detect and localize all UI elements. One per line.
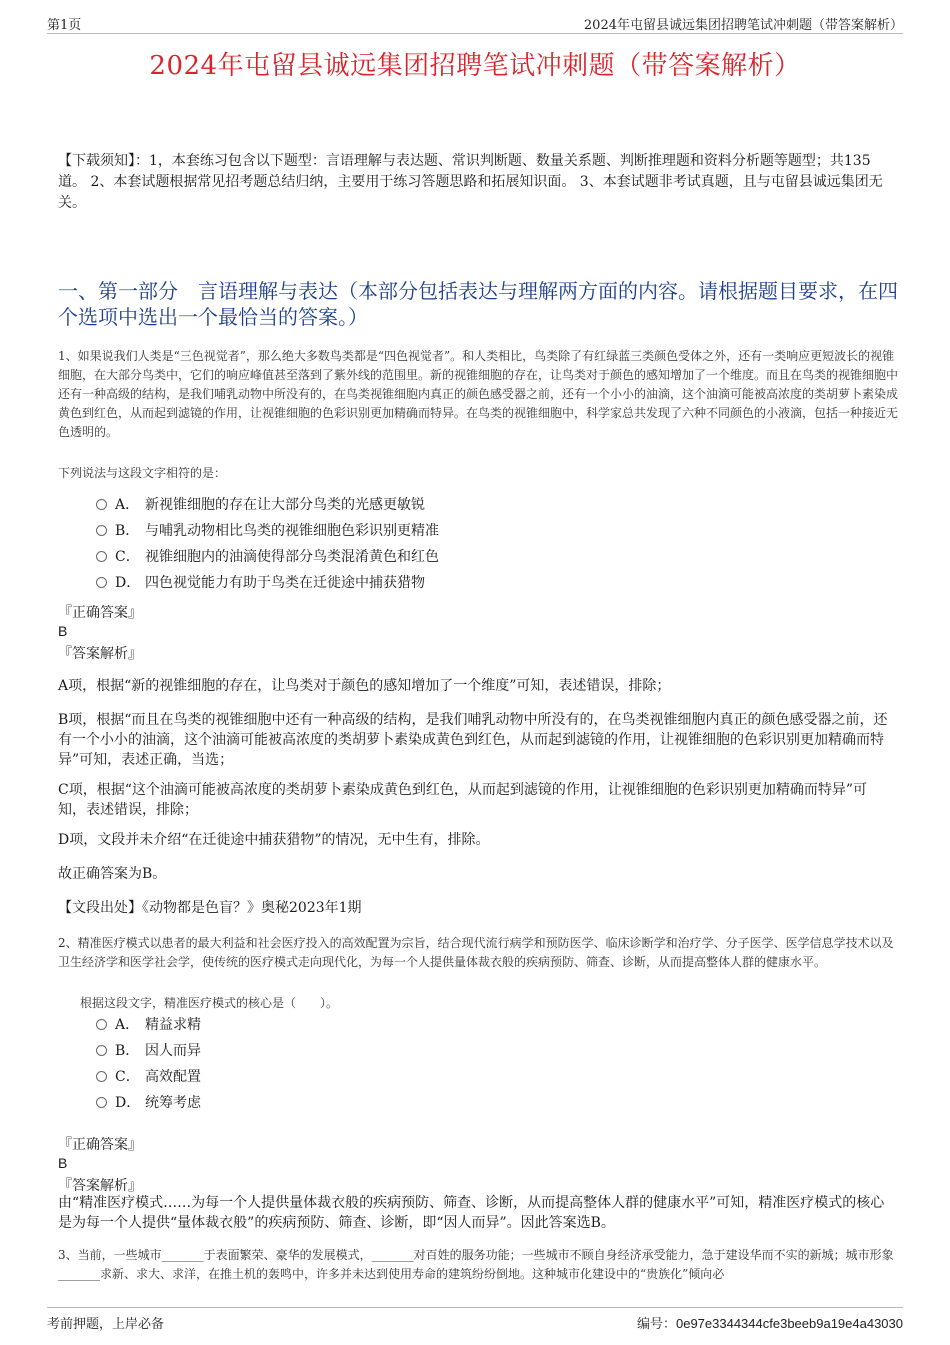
radio-icon[interactable] — [96, 551, 107, 562]
q2-analysis: 由“精准医疗模式……为每一个人提供量体裁衣般的疾病预防、筛查、诊断，从而提高整体人群的健康水平”可知，精准医疗模式的核心是为每一个人提供“量体裁衣般”的疾病预防、筛查、诊断，即“因人而异”。因此答案选B。 — [58, 1195, 885, 1231]
q1-analysis-label: 『答案解析』 — [58, 646, 142, 662]
radio-icon[interactable] — [96, 525, 107, 536]
radio-icon[interactable] — [96, 1045, 107, 1056]
q2-option-b[interactable]: B． 因人而异 — [96, 1040, 201, 1062]
q1-answer: B — [58, 623, 68, 639]
q1-option-c[interactable]: C． 视锥细胞内的油滴使得部分鸟类混淆黄色和红色 — [96, 546, 439, 568]
question-2-text: 2、精准医疗模式以患者的最大利益和社会医疗投入的高效配置为宗旨，结合现代流行病学和预防医学、临床诊断学和治疗学、分子医学、医学信息学技术以及卫生经济学和医学社会学，使传统的医疗模式走向现代化，为每一个人提供量体裁衣般的疾病预防、筛查、诊断，从而提高整体人群的健康水平。 — [58, 936, 894, 969]
radio-icon[interactable] — [96, 1071, 107, 1082]
q2-answer: B — [58, 1155, 68, 1171]
footer-code: 编号：0e97e3344344cfe3beeb9a19e4a43030 — [636, 1316, 903, 1332]
q1-analysis-b: B项，根据“而且在鸟类的视锥细胞中还有一种高级的结构，是我们哺乳动物中所没有的，在鸟类视锥细胞内真正的颜色感受器之前，还有一个小小的油滴，这个油滴可能被高浓度的类胡萝卜素染成黄色到红色，从而起到滤镜的作用，让视锥细胞的色彩识别更加精确而特异”可知，表述正确，当选； — [58, 712, 888, 768]
q1-analysis-a: A项，根据“新的视锥细胞的存在，让鸟类对于颜色的感知增加了一个维度”可知，表述错误，排除； — [58, 678, 671, 694]
q2-answer-label: 『正确答案』 — [58, 1137, 142, 1153]
q2-analysis-label: 『答案解析』 — [58, 1178, 142, 1194]
question-1-text: 1、如果说我们人类是“三色视觉者”，那么绝大多数鸟类都是“四色视觉者”。和人类相比，鸟类除了有红绿蓝三类颜色受体之外，还有一类响应更短波长的视锥细胞，在大部分鸟类中，它们的响应峰值甚至落到了紫外线的范围里。新的视锥细胞的存在，让鸟类对于颜色的感知增加了一个维度。而且在鸟类的视锥细胞中还有一种高级的结构，是我们哺乳动物中所没有的，在鸟类视锥细胞内真正的颜色感受器之前，还有一个小小的油滴，这个油滴可能被高浓度的类胡萝卜素染成黄色到红色，从而起到滤镜的作用，让视锥细胞的色彩识别更加精确而特异。在鸟类的视锥细胞中，科学家总共发现了六种不同颜色的小液滴，包括一种接近无色透明的。 — [58, 349, 899, 439]
q2-option-c[interactable]: C． 高效配置 — [96, 1066, 201, 1088]
page-number: 第1页 — [47, 18, 82, 33]
radio-icon[interactable] — [96, 1097, 107, 1108]
q1-conclusion: 故正确答案为B。 — [58, 866, 167, 882]
footer-slogan: 考前押题，上岸必备 — [47, 1317, 165, 1332]
header-divider — [47, 33, 903, 34]
radio-icon[interactable] — [96, 499, 107, 510]
question-1-prompt: 下列说法与这段文字相符的是： — [58, 466, 227, 480]
q2-option-d[interactable]: D． 统筹考虑 — [96, 1092, 201, 1114]
q1-answer-label: 『正确答案』 — [58, 605, 142, 621]
q1-analysis-d: D项，文段并未介绍“在迁徙途中捕获猎物”的情况，无中生有，排除。 — [58, 832, 490, 848]
header-doc-title: 2024年屯留县诚远集团招聘笔试冲刺题（带答案解析） — [583, 18, 903, 33]
page-title: 2024年屯留县诚远集团招聘笔试冲刺题（带答案解析） — [149, 51, 801, 81]
question-2-prompt: 根据这段文字，精准医疗模式的核心是（ ）。 — [80, 996, 339, 1010]
q1-source: 【文段出处】《动物都是色盲？》奥秘2023年1期 — [58, 900, 362, 916]
footer-divider — [47, 1307, 903, 1308]
radio-icon[interactable] — [96, 1019, 107, 1030]
q1-option-b[interactable]: B． 与哺乳动物相比鸟类的视锥细胞色彩识别更精准 — [96, 520, 439, 542]
download-notice: 【下载须知】：1，本套练习包含以下题型：言语理解与表达题、常识判断题、数量关系题、判断推理题和资料分析题等题型；共135道。 2、本套试题根据常见招考题总结归纳，主要用于练习答题思路和拓展知识面。 3、本套试题非考试真题，且与屯留县诚远集团无关。 — [58, 153, 883, 211]
question-3-text: 3、当前，一些城市_______于表面繁荣、豪华的发展模式，_______对百姓的服务功能；一些城市不顾自身经济承受能力，急于建设华而不实的新城；城市形象_______求新、求大、求洋，在推土机的轰鸣中，许多并未达到使用寿命的建筑纷纷倒地。这种城市化建设中的“贵族化”倾向必 — [58, 1248, 894, 1281]
radio-icon[interactable] — [96, 577, 107, 588]
q1-analysis-c: C项，根据“这个油滴可能被高浓度的类胡萝卜素染成黄色到红色，从而起到滤镜的作用，让视锥细胞的色彩识别更加精确而特异”可知，表述错误，排除； — [58, 782, 868, 818]
q2-option-a[interactable]: A． 精益求精 — [96, 1014, 201, 1036]
q1-option-d[interactable]: D． 四色视觉能力有助于鸟类在迁徙途中捕获猎物 — [96, 572, 425, 594]
section-title: 一、第一部分 言语理解与表达（本部分包括表达与理解两方面的内容。请根据题目要求，在四个选项中选出一个最恰当的答案。） — [58, 279, 898, 329]
q1-option-a[interactable]: A． 新视锥细胞的存在让大部分鸟类的光感更敏锐 — [96, 494, 425, 516]
